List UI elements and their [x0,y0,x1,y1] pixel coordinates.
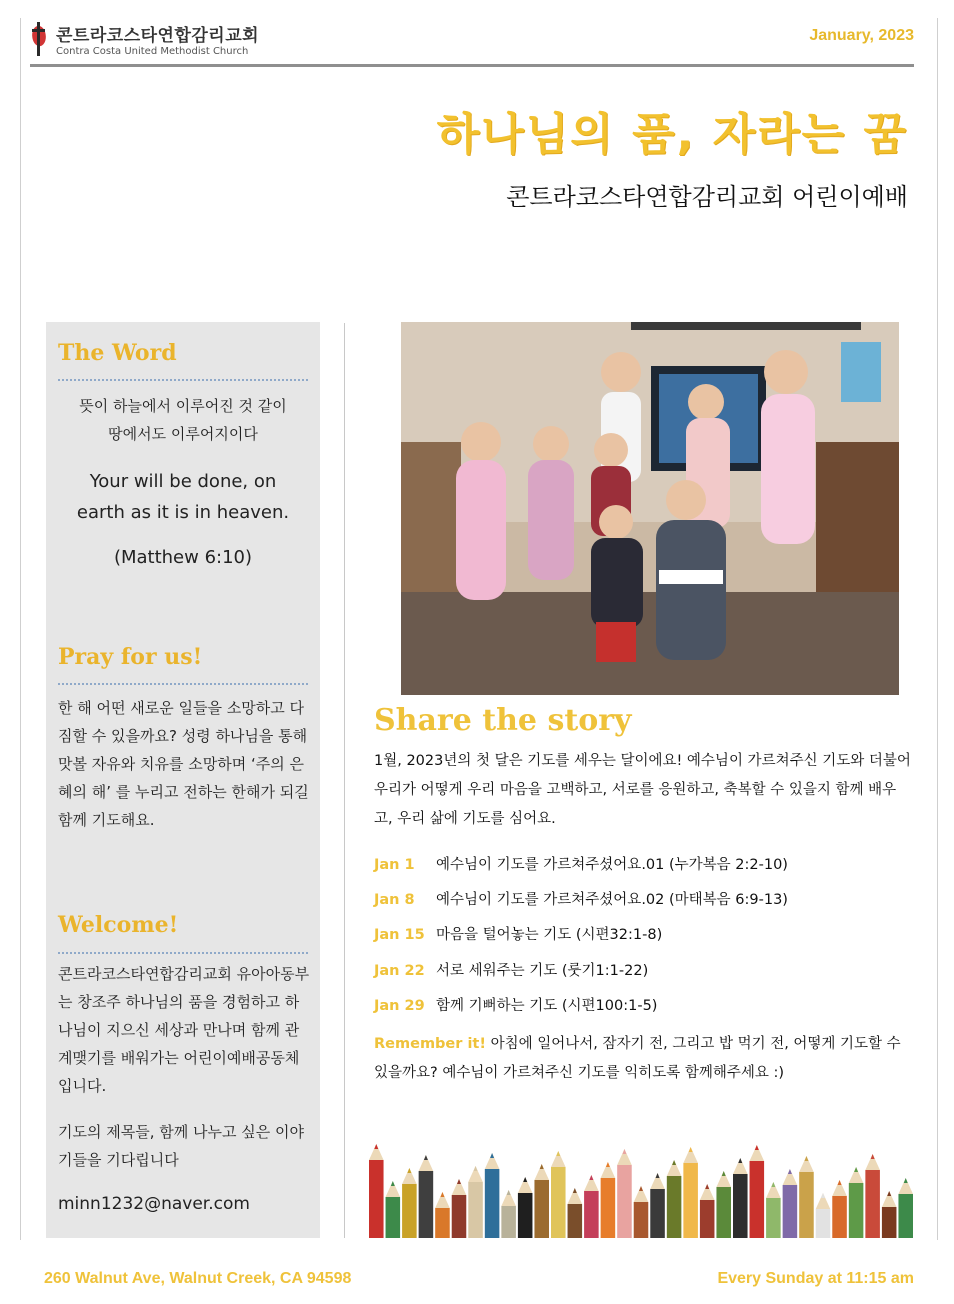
schedule-date: Jan 22 [374,963,425,979]
schedule-date: Jan 8 [374,892,415,908]
pray-heading: Pray for us! [58,644,203,670]
schedule-item [374,995,657,1017]
pray-divider [58,683,308,685]
cross-and-flame-icon [28,22,50,58]
schedule-date: Jan 1 [374,857,415,873]
verse-english [52,466,314,528]
schedule-item [374,924,662,946]
schedule-item [374,889,788,911]
welcome-heading: Welcome! [58,912,179,938]
contact-email[interactable]: minn1232@naver.com [58,1194,250,1214]
verse-korean [52,392,314,448]
remember-it-paragraph [374,1030,914,1088]
word-heading: The Word [58,340,177,366]
newsletter-subtitle: 콘트라코스타연합감리교회 어린이예배 [506,183,908,211]
story-heading: Share the story [374,703,632,738]
story-intro: 1월, 2023년의 첫 달은 기도를 세우는 달이에요! 예수님이 가르쳐주신 기도와 더불어 우리가 어떻게 우리 마음을 고백하고, 서로를 응원하고, 축복할 수 있을지 함께 배우고, 우리 삶에 기도를 심어요. [374,753,911,827]
verse-english-line-1: Your will be done, on [89,471,277,492]
schedule-date: Jan 29 [374,998,425,1014]
verse-english-line-2: earth as it is in heaven. [76,502,290,523]
service-time: Every Sunday at 11:15 am [717,1270,914,1287]
word-divider [58,379,308,381]
verse-korean-line-1: 뜻이 하늘에서 이루어진 것 같이 [79,397,287,415]
column-divider [344,323,345,1238]
schedule-desc: 예수님이 기도를 가르쳐주셨어요.01 (누가복음 2:2-10) [436,857,788,873]
logo-name-english: Contra Costa United Methodist Church [56,46,249,57]
church-address: 260 Walnut Ave, Walnut Creek, CA 94598 [44,1270,352,1287]
header-rule [30,64,914,67]
newsletter-title: 하나님의 품, 자라는 꿈 [436,109,908,160]
schedule-desc: 서로 세워주는 기도 (룻기1:1-22) [436,963,649,979]
issue-date: January, 2023 [809,27,914,44]
children-group-photo [401,322,899,695]
pray-text: 한 해 어떤 새로운 일들을 소망하고 다짐할 수 있을까요? 성령 하나님을 통해 맛볼 자유와 치유를 소망하며 ‘주의 은혜의 해’ 를 누리고 전하는 한해가 되길 함께 기도해요. [58,699,309,829]
verse-korean-line-2: 땅에서도 이루어지이다 [108,425,258,443]
schedule-item [374,960,648,982]
welcome-divider [58,952,308,954]
verse-reference: (Matthew 6:10) [113,547,253,568]
schedule-desc: 예수님이 기도를 가르쳐주셨어요.02 (마태복음 6:9-13) [436,892,788,908]
sidebar [46,322,320,1238]
church-logo [28,22,259,58]
prayer-request-text: 기도의 제목들, 함께 나누고 싶은 이야기들을 기다립니다 [58,1123,304,1169]
schedule-desc: 마음을 털어놓는 기도 (시편32:1-8) [436,927,663,943]
schedule-date: Jan 15 [374,927,425,943]
remember-it-label: Remember it! [374,1036,486,1052]
logo-name-korean: 콘트라코스타연합감리교회 [56,26,260,46]
schedule-item [374,854,788,876]
colored-pencils-decoration [368,1126,914,1238]
schedule-desc: 함께 기뻐하는 기도 (시편100:1-5) [436,998,658,1014]
photo-illustration [401,322,899,695]
welcome-text: 콘트라코스타연합감리교회 유아아동부는 창조주 하나님의 품을 경험하고 하나님이 지으신 세상과 만나며 함께 관계맺기를 배워가는 어린이예배공동체 입니다. [58,965,310,1095]
remember-it-text: 아침에 일어나서, 잠자기 전, 그리고 밥 먹기 전, 어떻게 기도할 수 있을까요? 예수님이 가르쳐주신 기도를 익히도록 함께해주세요 :) [374,1036,901,1081]
